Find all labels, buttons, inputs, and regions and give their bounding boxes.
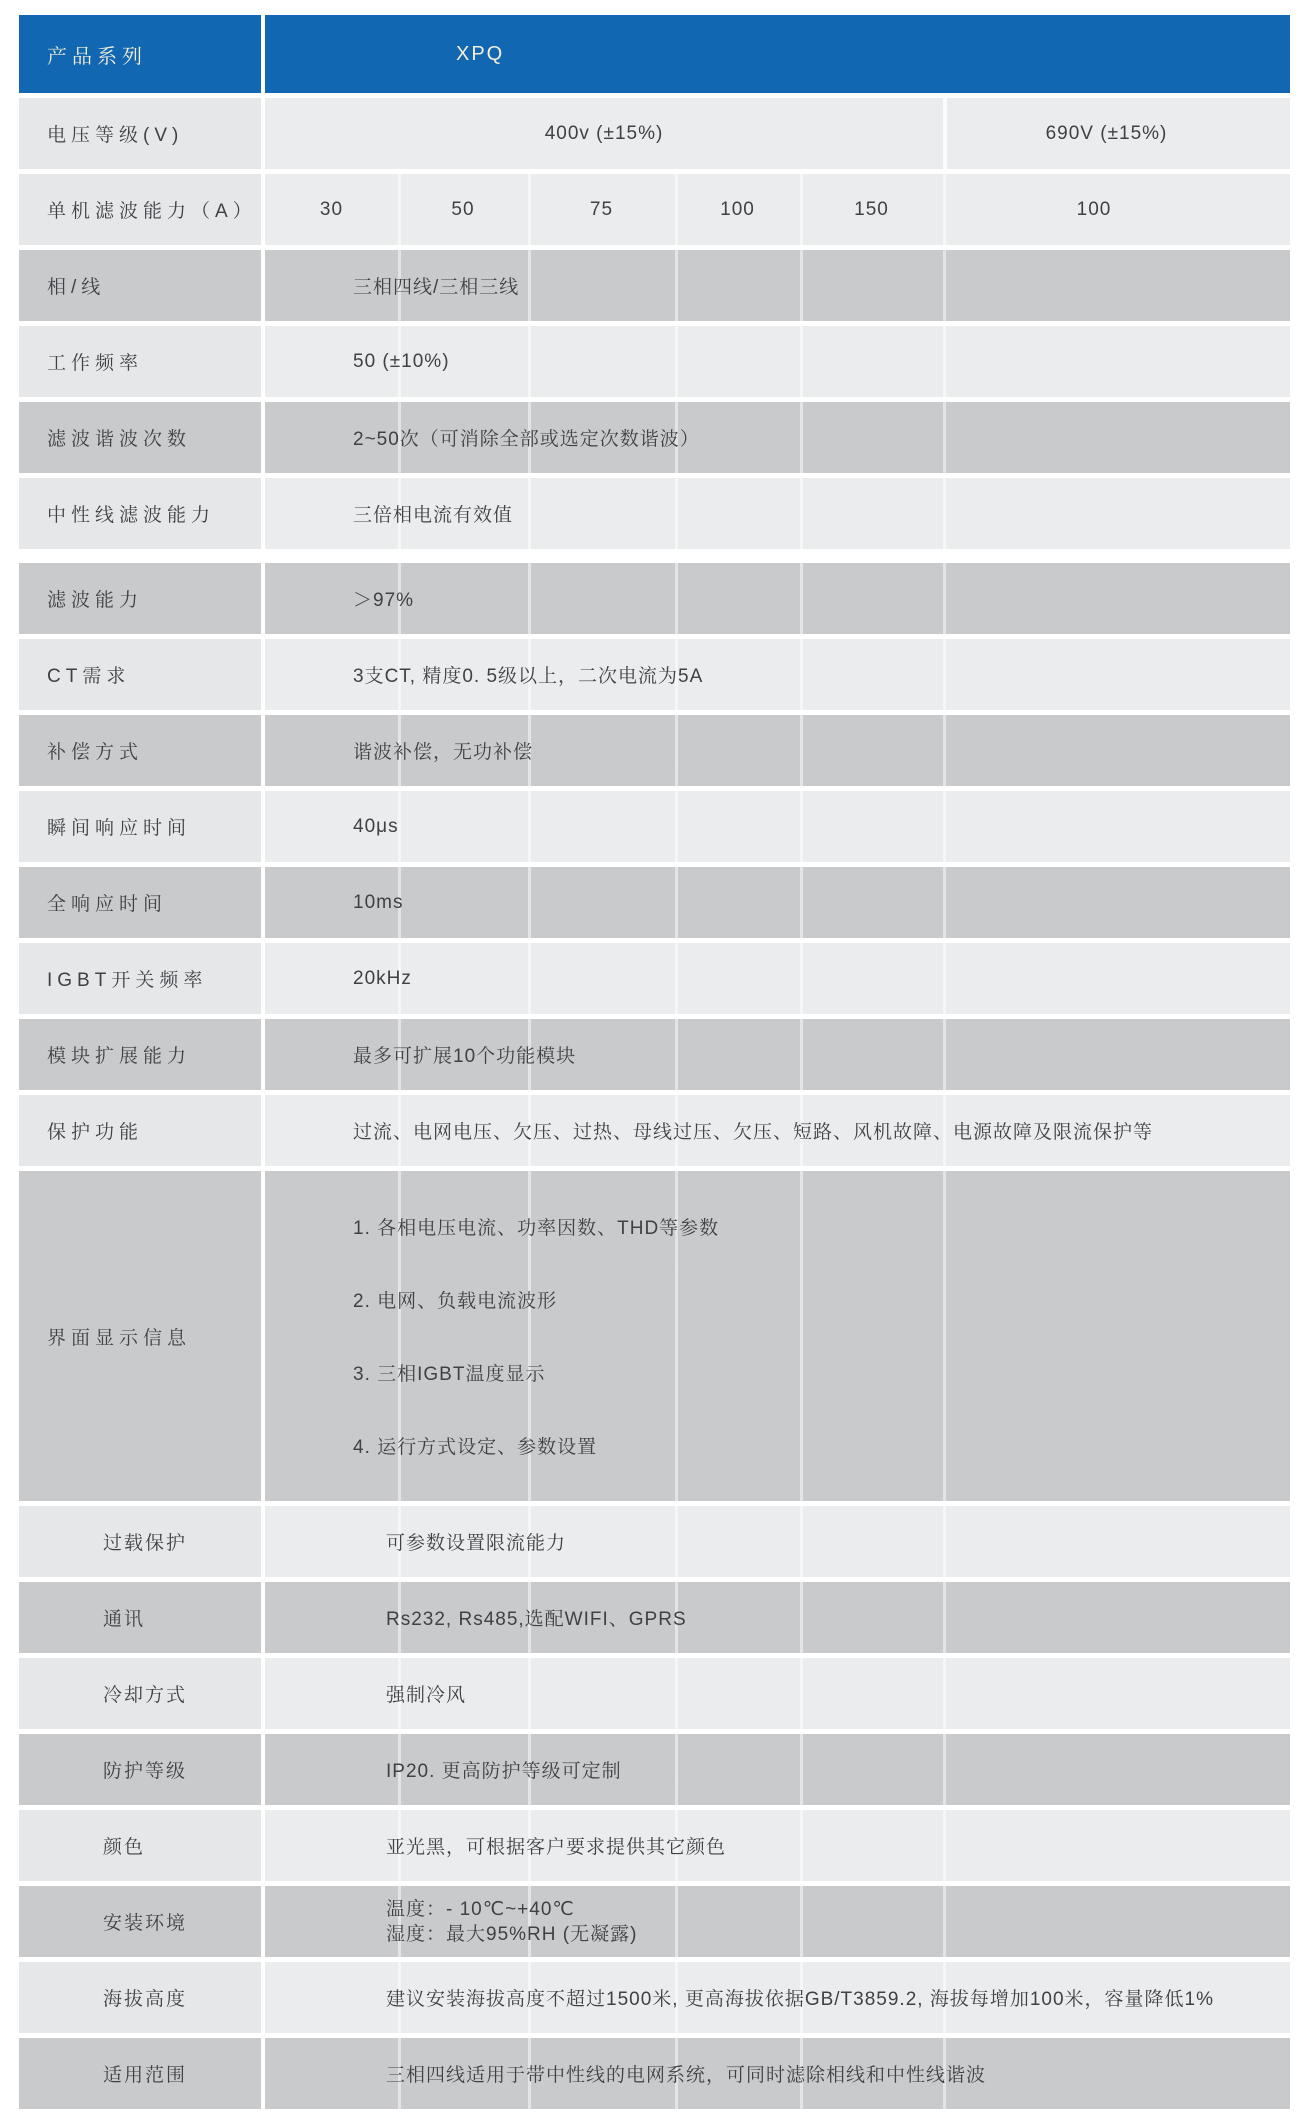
spec-row	[19, 715, 1290, 786]
capacity-cell: 150	[854, 198, 889, 220]
voltage-400v-cell: 400v (±15%)	[544, 122, 664, 144]
capacity-row	[19, 174, 1290, 245]
capacity-cell: 30	[319, 198, 344, 220]
row-label: CT需求	[19, 639, 261, 710]
row-value: 20kHz	[353, 967, 412, 989]
row-value: 亚光黑，可根据客户要求提供其它颜色	[386, 1837, 727, 1858]
row-label: 电压等级(V)	[19, 98, 261, 169]
row-label: 滤波谐波次数	[19, 402, 261, 473]
spec-row	[19, 1506, 1290, 1577]
row-label: 保护功能	[19, 1095, 261, 1166]
row-value: 50 (±10%)	[353, 350, 450, 372]
spec-row	[19, 791, 1290, 862]
environment-values	[265, 1897, 637, 1947]
display-info-row	[19, 1171, 1290, 1501]
spec-row	[19, 1734, 1290, 1805]
voltage-row	[19, 98, 1290, 169]
environment-row	[19, 1886, 1290, 1957]
spec-row	[19, 250, 1290, 321]
row-value: IP20. 更高防护等级可定制	[386, 1761, 622, 1782]
row-value: 强制冷风	[386, 1685, 467, 1706]
spec-row	[19, 1019, 1290, 1090]
row-label: 补偿方式	[19, 715, 261, 786]
row-label: 安装环境	[19, 1886, 261, 1957]
spec-row	[19, 478, 1290, 549]
humidity-line: 湿度：最大95%RH (无凝露)	[386, 1923, 638, 1945]
spec-row	[19, 867, 1290, 938]
scope-row	[19, 2038, 1290, 2109]
table-header-row	[19, 15, 1290, 93]
capacity-cell: 75	[589, 198, 614, 220]
row-value: 三倍相电流有效值	[353, 505, 514, 526]
row-label: 单机滤波能力（A）	[19, 174, 261, 245]
capacity-cell: 100	[720, 198, 755, 220]
row-value: ＞97%	[353, 590, 415, 611]
row-label: IGBT开关频率	[19, 943, 261, 1014]
temperature-line: 温度：- 10℃~+40℃	[386, 1898, 575, 1920]
row-label: 适用范围	[19, 2038, 261, 2109]
capacity-cell: 100	[1076, 198, 1112, 220]
spec-row	[19, 943, 1290, 1014]
voltage-690v-cell: 690V (±15%)	[1045, 122, 1168, 144]
spec-row	[19, 1810, 1290, 1881]
display-info-line: 1. 各相电压电流、功率因数、THD等参数	[353, 1218, 720, 1239]
spec-row	[19, 326, 1290, 397]
row-value: 可参数设置限流能力	[386, 1533, 567, 1554]
spec-row	[19, 563, 1290, 634]
row-label: 颜色	[19, 1810, 261, 1881]
row-value: 10ms	[353, 891, 404, 913]
row-value: 三相四线适用于带中性线的电网系统，可同时滤除相线和中性线谐波	[386, 2065, 987, 2086]
spec-row	[19, 402, 1290, 473]
row-label: 瞬间响应时间	[19, 791, 261, 862]
display-info-lines	[265, 1171, 1290, 1501]
row-value: 最多可扩展10个功能模块	[353, 1046, 577, 1067]
row-label: 界面显示信息	[19, 1171, 261, 1501]
spec-row	[19, 639, 1290, 710]
row-value: 三相四线/三相三线	[353, 277, 520, 298]
display-info-line: 2. 电网、负载电流波形	[353, 1291, 558, 1312]
product-series-label: 产品系列	[19, 15, 261, 93]
row-label: 防护等级	[19, 1734, 261, 1805]
row-value: 40μs	[353, 815, 399, 837]
display-info-line: 3. 三相IGBT温度显示	[353, 1364, 546, 1385]
row-label: 海拔高度	[19, 1962, 261, 2033]
display-info-line: 4. 运行方式设定、参数设置	[353, 1437, 598, 1458]
row-value: 3支CT, 精度0. 5级以上，二次电流为5A	[353, 666, 704, 687]
product-spec-table	[19, 0, 1290, 2109]
spec-row	[19, 1658, 1290, 1729]
spec-row	[19, 1582, 1290, 1653]
voltage-values	[265, 98, 1290, 169]
altitude-row	[19, 1962, 1290, 2033]
row-label: 全响应时间	[19, 867, 261, 938]
row-label: 模块扩展能力	[19, 1019, 261, 1090]
row-label: 通讯	[19, 1582, 261, 1653]
row-value: 2~50次（可消除全部或选定次数谐波）	[353, 429, 700, 450]
capacity-values	[265, 174, 1290, 245]
row-label: 过载保护	[19, 1506, 261, 1577]
row-label: 冷却方式	[19, 1658, 261, 1729]
product-series-value: XPQ	[265, 15, 1290, 93]
spec-row	[19, 1095, 1290, 1166]
row-label: 相/线	[19, 250, 261, 321]
row-label: 工作频率	[19, 326, 261, 397]
capacity-cell: 50	[451, 198, 475, 220]
row-value: 谐波补偿，无功补偿	[353, 742, 534, 763]
row-value: Rs232, Rs485,选配WIFI、GPRS	[386, 1609, 687, 1630]
row-label: 中性线滤波能力	[19, 478, 261, 549]
row-value: 建议安装海拔高度不超过1500米, 更高海拔依据GB/T3859.2, 海拔每增加100米，容量降低1%	[386, 1989, 1214, 2010]
row-value: 过流、电网电压、欠压、过热、母线过压、欠压、短路、风机故障、电源故障及限流保护等	[353, 1122, 1154, 1143]
row-label: 滤波能力	[19, 563, 261, 634]
